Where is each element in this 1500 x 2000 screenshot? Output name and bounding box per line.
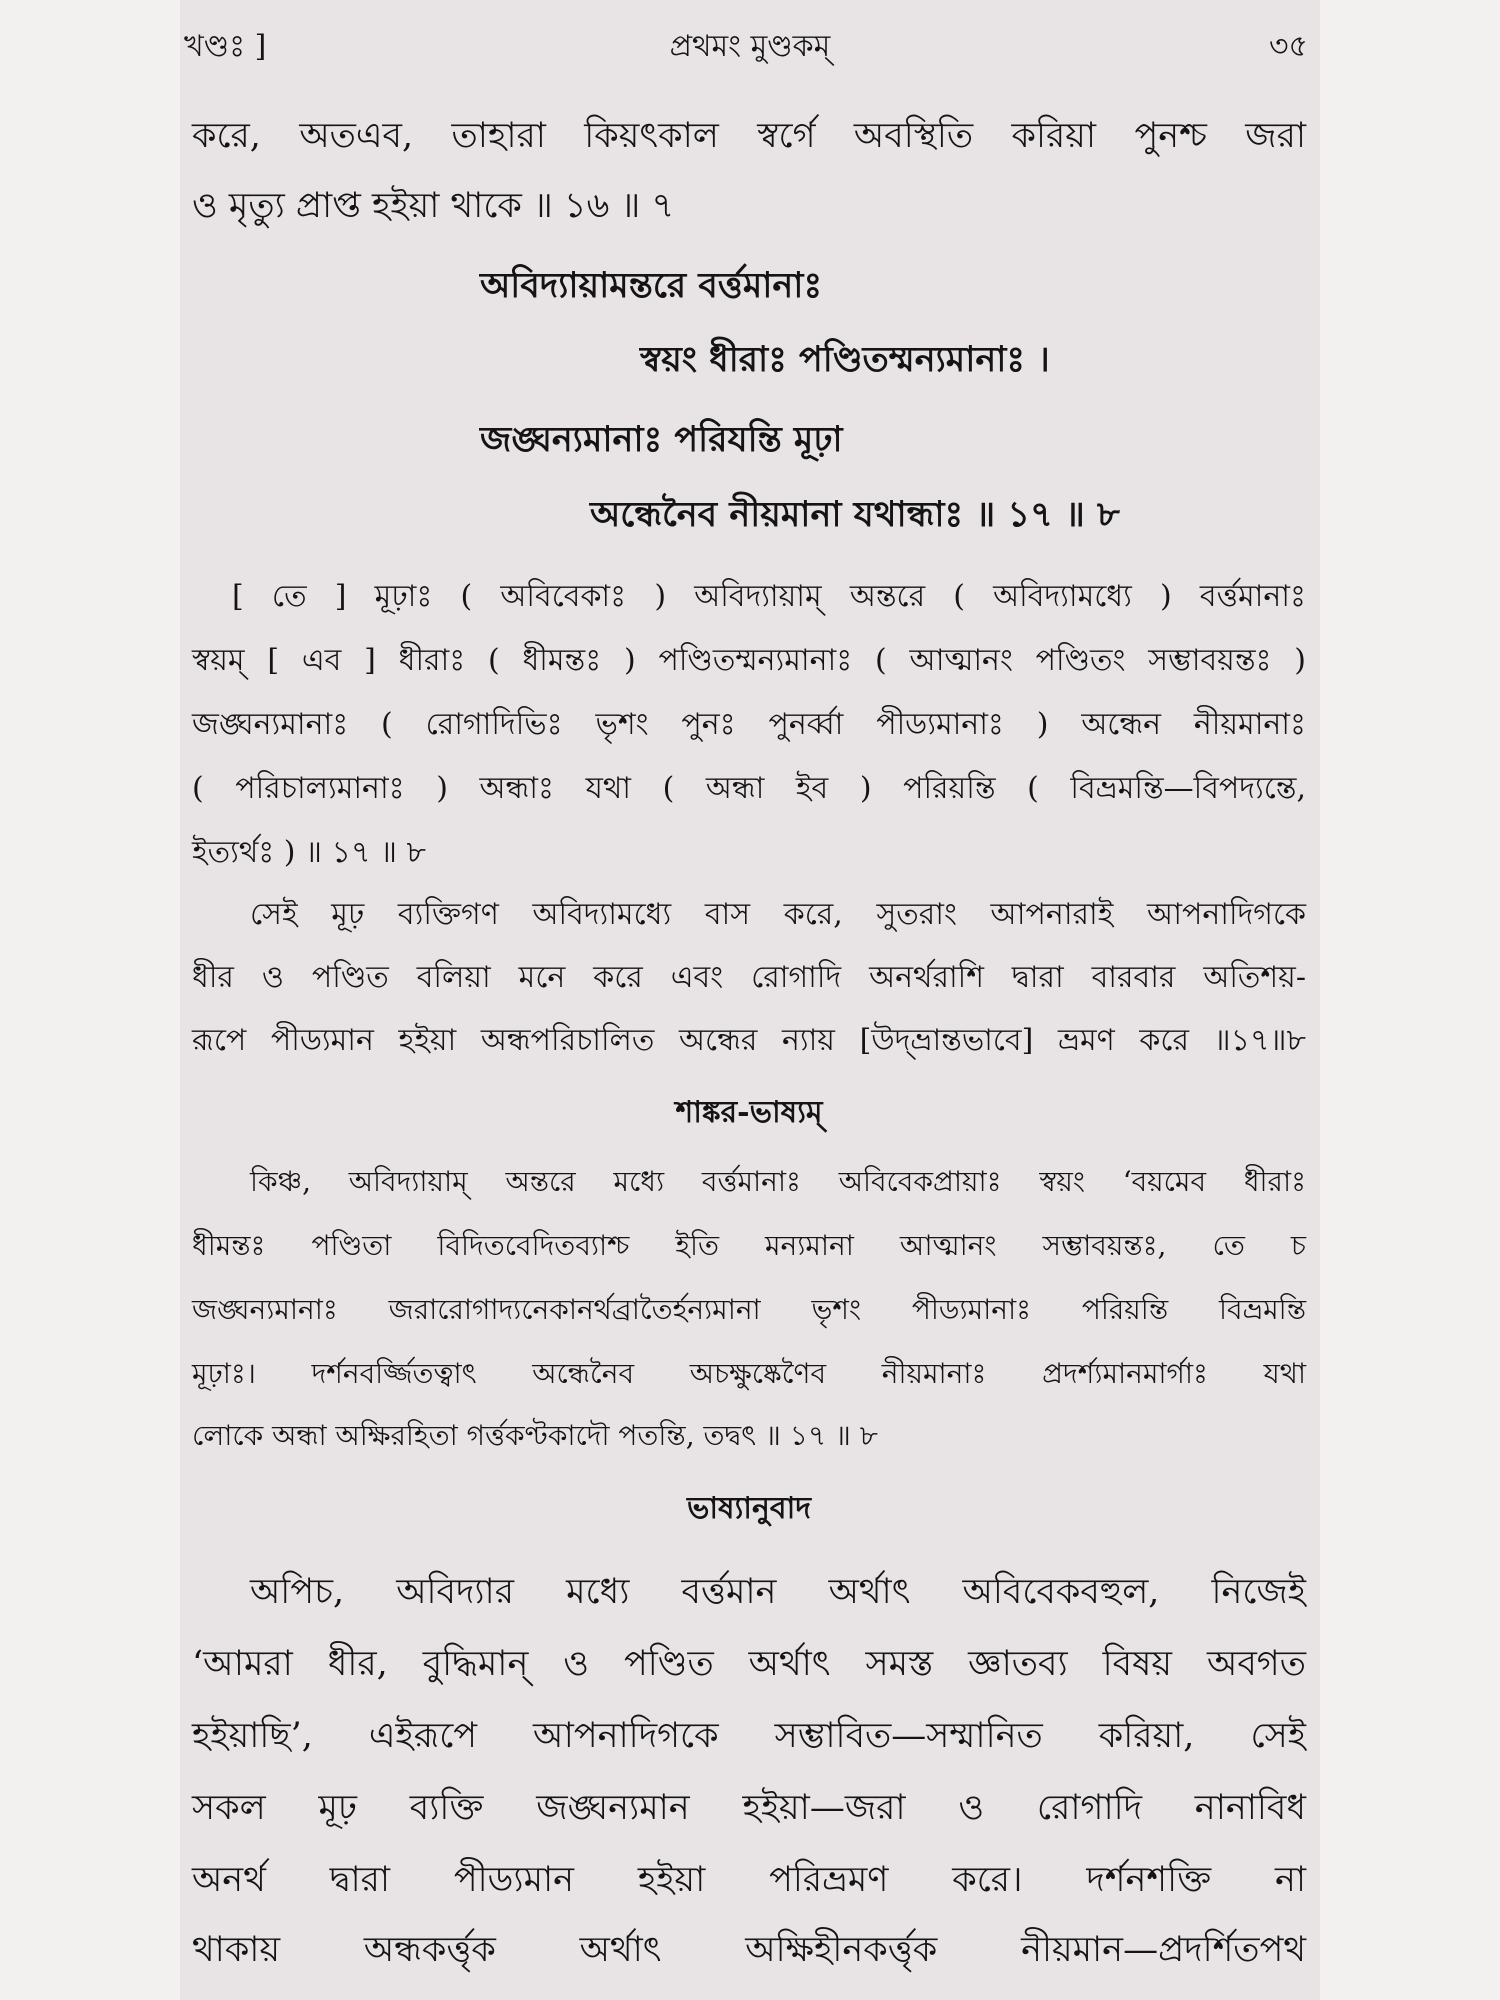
running-title: প্রথমং মুণ্ডকম্ (669, 29, 831, 64)
bhashya-line: কিঞ্চ, অবিদ্যায়াম্ অন্তরে মধ্যে বর্ত্তমানাঃ অবিবেকপ্রায়াঃ স্বয়ং ‘বয়মেব ধীরাঃ (250, 1165, 1306, 1198)
bhashya-line: মূঢ়াঃ। দর্শনবর্জ্জিতত্বাৎ অন্ধেনৈব অচক্ষুষ্কেণৈব নীয়মানাঃ প্রদর্শ্যমানমার্গাঃ যথা (192, 1357, 1306, 1390)
intro-line: করে, অতএব, তাহারা কিয়ৎকাল স্বর্গে অবস্থিতি করিয়া পুনশ্চ জরা (192, 116, 1306, 156)
bhashya-line: ধীমন্তঃ পণ্ডিতা বিদিতবেদিতব্যাশ্চ ইতি মন্যমানা আত্মানং সম্ভাবয়ন্তঃ, তে চ (192, 1229, 1306, 1262)
verse-line: অন্ধেনৈব নীয়মানা যথান্ধাঃ ॥ ১৭ ॥ ৮ (590, 494, 1120, 535)
commentary-line: [ তে ] মূঢ়াঃ ( অবিবেকাঃ ) অবিদ্যায়াম্ অন্তরে ( অবিদ্যামধ্যে ) বর্ত্তমানাঃ (232, 579, 1306, 614)
anuvad-line: অপিচ, অবিদ্যার মধ্যে বর্ত্তমান অর্থাৎ অবিবেকবহুল, নিজেই (250, 1572, 1306, 1612)
page-header (180, 14, 1320, 70)
anuvad-line: থাকায় অন্ধকর্ত্তৃক অর্থাৎ অক্ষিহীনকর্ত্তৃক নীয়মান—প্রদর্শিতপথ (192, 1930, 1306, 1970)
anuvad-heading: ভাষ্যানুবাদ (686, 1491, 812, 1526)
bhashya-heading: শাঙ্কর-ভাষ্যম্ (675, 1095, 823, 1130)
verse-line: অবিদ্যায়ামন্তরে বর্ত্তমানাঃ (480, 265, 823, 306)
commentary-line: ইত্যর্থঃ ) ॥ ১৭ ॥ ৮ (192, 835, 427, 870)
commentary-line: ( পরিচাল্যমানাঃ ) অন্ধাঃ যথা ( অন্ধা ইব ) পরিয়ন্তি ( বিভ্রমন্তি—বিপদ্যন্তে, (192, 771, 1306, 806)
anuvad-line: অনর্থ দ্বারা পীড্যমান হইয়া পরিভ্রমণ করে। দর্শনশক্তি না (192, 1860, 1306, 1900)
anuvad-line: ‘আমরা ধীর, বুদ্ধিমান্ ও পণ্ডিত অর্থাৎ সমস্ত জ্ঞাতব্য বিষয় অবগত (192, 1644, 1306, 1684)
verse-line: জঙ্ঘন্যমানাঃ পরিযন্তি মূঢ়া (480, 419, 843, 460)
bhashya-line: জঙ্ঘন্যমানাঃ জরারোগাদ্যনেকানর্থব্রাতৈর্হন্যমানা ভৃশং পীড্যমানাঃ পরিয়ন্তি বিভ্রমন্তি (192, 1293, 1306, 1326)
commentary-line: জঙ্ঘন্যমানাঃ ( রোগাদিভিঃ ভৃশং পুনঃ পুনর্ব্বা পীড্যমানাঃ ) অন্ধেন নীয়মানাঃ (192, 707, 1306, 742)
section-marker: খণ্ডঃ ] (184, 29, 267, 64)
page-number: ৩৫ (1269, 29, 1308, 64)
anuvad-line: সকল মূঢ় ব্যক্তি জঙ্ঘন্যমান হইয়া—জরা ও রোগাদি নানাবিধ (192, 1788, 1306, 1828)
translation-line: ধীর ও পণ্ডিত বলিয়া মনে করে এবং রোগাদি অনর্থরাশি দ্বারা বারবার অতিশয়- (192, 960, 1306, 995)
translation-line: রূপে পীড্যমান হইয়া অন্ধপরিচালিত অন্ধের ন্যায় [উদ্‌ভ্রান্তভাবে] ভ্রমণ করে ॥১৭॥৮ (192, 1023, 1306, 1058)
translation-line: সেই মূঢ় ব্যক্তিগণ অবিদ্যামধ্যে বাস করে, সুতরাং আপনারাই আপনাদিগকে (250, 897, 1306, 932)
intro-line: ও মৃত্যু প্রাপ্ত হইয়া থাকে ॥ ১৬ ॥ ৭ (192, 186, 675, 226)
anuvad-line: হইয়াছি’, এইরূপে আপনাদিগকে সম্ভাবিত—সম্মানিত করিয়া, সেই (192, 1716, 1306, 1756)
commentary-line: স্বয়ম্ [ এব ] ধীরাঃ ( ধীমন্তঃ ) পণ্ডিতম্মন্যমানাঃ ( আত্মানং পণ্ডিতং সম্ভাবয়ন্তঃ ) (192, 643, 1306, 678)
book-page (180, 0, 1320, 2000)
verse-line: স্বয়ং ধীরাঃ পণ্ডিতম্মন্যমানাঃ । (640, 339, 1050, 380)
bhashya-line: লোকে অন্ধা অক্ষিরহিতা গর্ত্তকণ্টকাদৌ পতন্তি, তদ্বৎ ॥ ১৭ ॥ ৮ (192, 1419, 878, 1452)
